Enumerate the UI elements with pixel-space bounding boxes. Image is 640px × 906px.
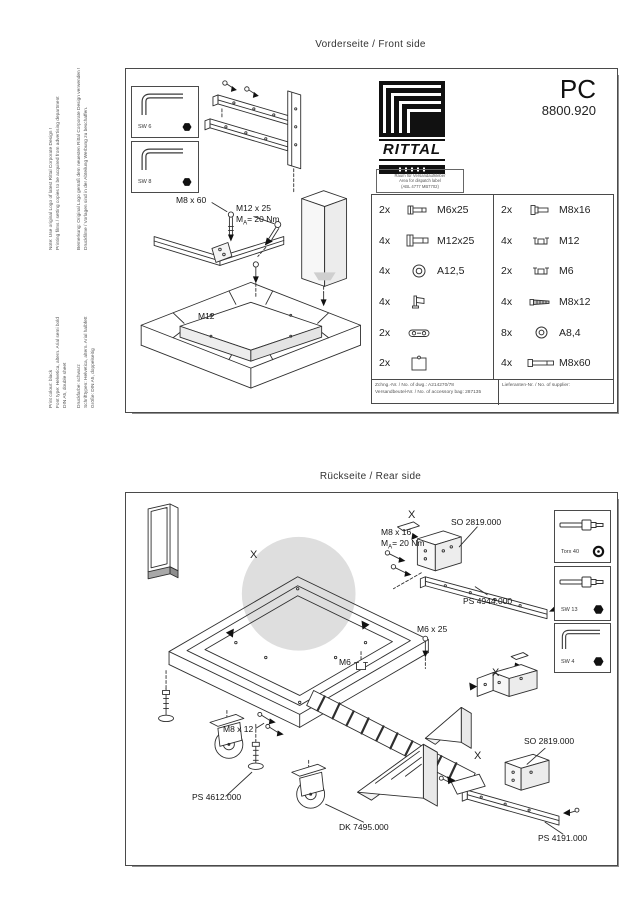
washer-icon xyxy=(534,325,549,340)
margin-note-line: Printing films / setting copies to be acquired from advertising department xyxy=(56,96,61,250)
cage-nut-icon xyxy=(530,264,552,278)
margin-note-line: Print colour: black xyxy=(49,369,54,408)
margin-note-line: Note: Use original Logo of latest Rittal Corporate Design ! xyxy=(49,127,54,250)
front-side-panel xyxy=(125,68,618,413)
dispatch-line: (ABL 4777 MB7702) xyxy=(401,183,439,189)
combi-screw-icon xyxy=(530,203,552,217)
part-qty: 4x xyxy=(501,296,513,309)
tool-box-sw8 xyxy=(131,141,199,193)
label-m8x12: M8 x 12 xyxy=(223,724,254,734)
hex-socket-icon xyxy=(592,603,605,616)
product-name: PC xyxy=(559,74,596,104)
tool-box-sw6 xyxy=(131,86,199,138)
tool-label: SW 8 xyxy=(138,179,152,185)
part-row xyxy=(494,287,613,318)
accessory-bag-number: Versandbeutel-Nr. / No. of accessory bag: 287135 xyxy=(375,390,482,395)
product-block xyxy=(541,74,596,118)
parts-list xyxy=(371,194,614,404)
hex-socket-icon xyxy=(592,655,605,668)
part-qty: 2x xyxy=(379,357,391,370)
label-m8x60: M8 x 60 xyxy=(176,195,207,205)
detail-x-marker: X xyxy=(474,750,482,762)
margin-note-line: Druckfilme / Vorlagen sind in der Abteilung Werbung zu beschaffen. xyxy=(84,106,89,250)
tool-box-sw4 xyxy=(554,623,611,673)
part-qty: 8x xyxy=(501,326,513,339)
part-row xyxy=(372,287,493,318)
dispatch-label-box xyxy=(376,169,464,193)
part-label: M8x60 xyxy=(559,357,591,370)
model-number: 8800.920 xyxy=(541,103,596,118)
leader-dk7495 xyxy=(326,804,364,822)
part-qty: 4x xyxy=(501,357,513,370)
part-label: A8,4 xyxy=(559,326,581,339)
dispatch-line: Area for dispatch label xyxy=(399,178,441,184)
margin-note-line: Druckfarbe: schwarz xyxy=(77,364,82,408)
part-row xyxy=(494,256,613,287)
enclosure-icon xyxy=(148,504,178,579)
cheese-head-screw-icon xyxy=(407,203,431,217)
margin-note-line: Schrifttypen: Helvetica, altern. Arial halbfett xyxy=(84,316,89,408)
part-qty: 2x xyxy=(501,265,513,278)
top-rails xyxy=(205,81,296,151)
supplier-number-cell xyxy=(499,380,613,405)
part-qty: 2x xyxy=(379,326,391,339)
margin-note-german xyxy=(76,68,90,250)
cover-cap-icon xyxy=(409,354,429,372)
part-label: M8x12 xyxy=(559,296,591,309)
hex-socket-icon xyxy=(181,121,193,133)
allen-key-icon xyxy=(560,627,604,651)
label-ps4944: PS 4944.000 xyxy=(463,596,513,606)
label-m12: M12 xyxy=(198,311,215,321)
cage-nut-icon xyxy=(530,234,552,248)
margin-note-line: DIN A5, double sheet xyxy=(63,362,68,408)
part-qty: 4x xyxy=(501,234,513,247)
allen-key-icon xyxy=(139,90,189,118)
part-row xyxy=(372,348,493,379)
parts-grid xyxy=(372,195,613,379)
allen-key-icon xyxy=(139,145,189,173)
part-label: M8x16 xyxy=(559,204,591,217)
cheese-head-screw-icon xyxy=(527,357,555,369)
part-qty: 2x xyxy=(501,204,513,217)
part-label: M12x25 xyxy=(437,234,475,247)
part-row xyxy=(494,348,613,379)
corner-connector xyxy=(154,237,284,266)
vertical-channel xyxy=(288,91,301,193)
m8x12-screws xyxy=(256,712,284,736)
tool-label: Torx 40 xyxy=(561,548,580,555)
ratchet-wrench-icon xyxy=(559,572,605,592)
part-label: M6 xyxy=(559,265,574,278)
tool-label: SW 4 xyxy=(561,658,575,665)
detail-x-marker: X xyxy=(408,509,416,521)
corner-post xyxy=(302,191,347,307)
label-m6: M6 xyxy=(339,657,351,667)
part-row xyxy=(494,317,613,348)
label-torque: $M_A= 20$ Nm xyxy=(236,214,280,227)
parts-column-left xyxy=(372,195,494,379)
rittal-logo xyxy=(379,81,445,179)
part-label: A12,5 xyxy=(437,265,465,278)
label-ps4612: PS 4612.000 xyxy=(192,792,242,802)
dispatch-line: Raum für Versandaufkleber xyxy=(394,173,446,178)
title-block xyxy=(372,379,613,405)
detail-x-marker: X xyxy=(492,667,500,679)
tool-box-sw13 xyxy=(554,566,611,621)
part-qty: 2x xyxy=(379,204,391,217)
washer-icon xyxy=(411,263,427,279)
margin-note-line: Größe: DIN A5, doppelseitig xyxy=(91,348,96,408)
part-label: M12 xyxy=(559,234,580,247)
m6-cage-nut xyxy=(355,652,368,670)
rittal-logo-mark xyxy=(379,81,445,137)
detail-bracket-bottom xyxy=(439,748,579,834)
torx-socket-icon xyxy=(592,545,605,558)
label-m8x16: M8 x 16 xyxy=(381,527,412,537)
drawing-number-cell xyxy=(372,380,499,405)
label-ps4191: PS 4191.000 xyxy=(538,833,588,843)
holder-bracket-icon xyxy=(410,294,428,310)
label-so2819-right: SO 2819.000 xyxy=(524,736,575,746)
joining-strap-icon xyxy=(407,327,431,339)
part-row xyxy=(372,317,493,348)
part-row xyxy=(372,256,493,287)
brand-name: RITTAL xyxy=(379,139,445,161)
hex-socket-icon xyxy=(181,176,193,188)
leveler-feet xyxy=(159,671,264,770)
tool-label: SW 6 xyxy=(138,124,152,130)
tool-box-torx40 xyxy=(554,510,611,563)
rear-assembly-drawing xyxy=(126,493,617,865)
label-m6x25: M6 x 25 xyxy=(417,624,448,634)
part-qty: 4x xyxy=(379,234,391,247)
rear-side-title: Rückseite / Rear side xyxy=(319,471,422,482)
part-row xyxy=(494,195,613,226)
detail-x-marker: X xyxy=(250,549,258,561)
label-m12x25: M12 x 25 xyxy=(236,203,271,213)
caster xyxy=(292,760,326,808)
part-qty: 4x xyxy=(379,296,391,309)
supplier-number: Lieferanten-Nr. / No. of supplier: xyxy=(502,383,570,388)
cheese-head-screw-icon xyxy=(406,233,433,248)
rear-side-panel xyxy=(125,492,618,866)
part-label: M6x25 xyxy=(437,204,469,217)
shade-circle xyxy=(242,537,356,651)
front-side-title: Vorderseite / Front side xyxy=(315,39,426,50)
label-dk7495: DK 7495.000 xyxy=(339,822,389,832)
parts-column-right xyxy=(494,195,613,379)
part-row xyxy=(372,195,493,226)
label-torque: $M_A= 20$ Nm xyxy=(381,538,425,551)
tool-label: SW 13 xyxy=(561,606,578,613)
margin-note-english xyxy=(48,96,62,250)
m8x60-bolt xyxy=(212,203,234,242)
margin-spec-english xyxy=(48,317,69,408)
margin-spec-german xyxy=(76,317,97,408)
margin-note-line: Font type: Helvetica, altern. Arial semi bold xyxy=(56,317,61,408)
m6x25-screw xyxy=(422,636,428,668)
tapping-screw-icon xyxy=(529,296,553,308)
margin-note-line: Bemerkung: Original Logo gemäß dem neuesten Rittal Corporate Design verwenden ! xyxy=(77,67,82,250)
detail-bracket-top xyxy=(469,653,537,697)
label-so2819-top: SO 2819.000 xyxy=(451,517,502,527)
caster xyxy=(210,710,244,758)
part-row xyxy=(494,226,613,257)
part-row xyxy=(372,226,493,257)
part-qty: 4x xyxy=(379,265,391,278)
ratchet-wrench-icon xyxy=(559,515,605,535)
drawing-number: Zchng.-Nr. / No. of dwg.: A214270/78 xyxy=(375,383,454,388)
